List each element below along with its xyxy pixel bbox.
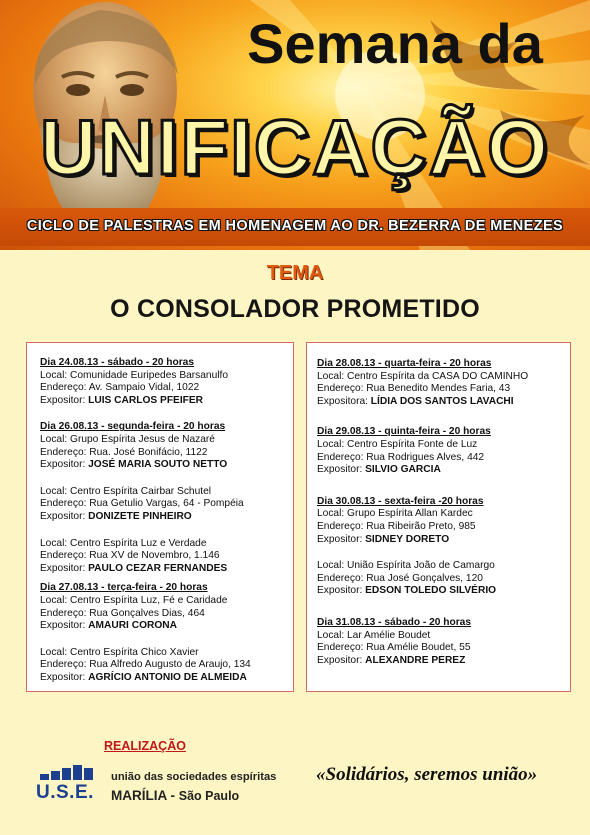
schedule-box-left — [26, 342, 294, 692]
event-title-line1: Semana da — [247, 12, 543, 75]
schedule-entry — [317, 496, 564, 546]
schedule-entry — [40, 357, 287, 407]
theme-label: TEMA — [266, 262, 324, 284]
event-speaker-line — [40, 672, 287, 685]
event-speaker-line — [40, 395, 287, 408]
event-address: Endereço: Rua XV de Novembro, 1.146 — [40, 550, 220, 562]
speaker-name: AMAURI CORONA — [88, 620, 177, 632]
schedule-entry — [40, 582, 287, 632]
speaker-name: SIDNEY DORETO — [365, 533, 450, 545]
speaker-name: LUIS CARLOS PFEIFER — [88, 394, 204, 406]
speaker-label: Expositor: — [317, 654, 366, 666]
event-date: Dia 26.08.13 - segunda-feira - 20 horas — [40, 421, 226, 433]
speaker-label: Expositor: — [40, 620, 89, 632]
event-address: Endereço: Rua Gonçalves Dias, 464 — [40, 607, 205, 619]
speaker-label: Expositor: — [40, 459, 89, 471]
speaker-name: AGRÍCIO ANTONIO DE ALMEIDA — [88, 671, 247, 683]
event-venue: Local: Centro Espírita Chico Xavier — [40, 646, 199, 658]
motto: «Solidários, seremos união» — [316, 764, 538, 785]
organization-name: união das sociedades espíritas — [111, 771, 277, 783]
schedule-box-right — [306, 342, 571, 692]
event-subtitle: CICLO DE PALESTRAS EM HOMENAGEM AO DR. BEZERRA DE MENEZES — [26, 218, 564, 234]
event-title-line2: UNIFICAÇÃO — [40, 103, 550, 191]
organization-location: MARÍLIA - São Paulo — [111, 788, 240, 803]
event-address: Endereço: Rua Ribeirão Preto, 985 — [317, 520, 476, 532]
speaker-label: Expositor: — [317, 585, 366, 597]
event-date: Dia 28.08.13 - quarta-feira - 20 horas — [317, 358, 492, 369]
speaker-label: Expositor: — [40, 394, 89, 406]
schedule-entry — [317, 617, 564, 667]
state-name: São Paulo — [178, 789, 240, 803]
event-date: Dia 30.08.13 - sexta-feira -20 horas — [317, 495, 484, 507]
event-venue: Local: União Espírita João de Camargo — [317, 560, 495, 572]
speaker-name: LÍDIA DOS SANTOS LAVACHI — [370, 395, 514, 407]
event-venue: Local: Centro Espírita da CASA DO CAMINHO — [317, 370, 529, 382]
event-address: Endereço: Rua Getulio Vargas, 64 - Pompéia — [40, 498, 244, 510]
event-venue: Local: Lar Amélie Boudet — [317, 629, 431, 641]
event-speaker-line — [317, 464, 564, 477]
speaker-label: Expositor: — [317, 464, 366, 476]
event-date: Dia 31.08.13 - sábado - 20 horas — [317, 616, 472, 628]
schedule-entry — [40, 486, 287, 524]
event-speaker-line — [317, 396, 564, 409]
use-logo-text: U.S.E. — [36, 782, 94, 803]
realizacao-heading: REALIZAÇÃO — [104, 739, 186, 753]
speaker-label: Expositor: — [40, 671, 89, 683]
event-speaker-line — [40, 459, 287, 472]
event-venue: Local: Grupo Espírita Jesus de Nazaré — [40, 433, 215, 445]
speaker-label: Expositora: — [317, 395, 371, 407]
event-date: Dia 27.08.13 - terça-feira - 20 horas — [40, 582, 208, 594]
event-address: Endereço: Rua. José Bonifácio, 1122 — [40, 446, 208, 458]
event-speaker-line — [40, 563, 287, 576]
event-address: Endereço: Rua Rodrigues Alves, 442 — [317, 451, 485, 463]
event-speaker-line — [40, 511, 287, 524]
event-venue: Local: Centro Espírita Cairbar Schutel — [40, 485, 212, 497]
event-speaker-line — [317, 534, 564, 547]
speaker-name: SILVIO GARCIA — [365, 464, 441, 476]
event-speaker-line — [317, 585, 564, 598]
city-name: MARÍLIA — [111, 788, 167, 803]
speaker-label: Expositor: — [40, 510, 89, 522]
event-venue: Local: Comunidade Euripedes Barsanulfo — [40, 369, 229, 381]
event-venue: Local: Grupo Espírita Allan Kardec — [317, 508, 473, 520]
event-address: Endereço: Rua Amélie Boudet, 55 — [317, 642, 471, 654]
event-venue: Local: Centro Espírita Fonte de Luz — [317, 438, 478, 450]
speaker-label: Expositor: — [317, 533, 366, 545]
schedule-entry — [317, 560, 564, 598]
event-venue: Local: Centro Espírita Luz, Fé e Caridade — [40, 594, 228, 606]
schedule-entry — [40, 538, 287, 576]
speaker-name: JOSÉ MARIA SOUTO NETTO — [88, 459, 228, 471]
schedule-entry — [40, 647, 287, 685]
schedule-entry — [40, 421, 287, 471]
event-date: Dia 29.08.13 - quinta-feira - 20 horas — [317, 426, 491, 438]
event-address: Endereço: Av. Sampaio Vidal, 1022 — [40, 382, 200, 394]
speaker-name: ALEXANDRE PEREZ — [365, 654, 466, 666]
speaker-label: Expositor: — [40, 562, 89, 574]
theme-title: O CONSOLADOR PROMETIDO — [110, 295, 480, 323]
event-date: Dia 24.08.13 - sábado - 20 horas — [40, 357, 195, 368]
speaker-name: PAULO CEZAR FERNANDES — [88, 562, 228, 574]
speaker-name: DONIZETE PINHEIRO — [88, 510, 192, 522]
schedule-entry — [317, 426, 564, 476]
event-speaker-line — [40, 620, 287, 633]
event-address: Endereço: Rua José Gonçalves, 120 — [317, 572, 483, 584]
event-address: Endereço: Rua Benedito Mendes Faria, 43 — [317, 383, 511, 395]
schedule-entry — [317, 358, 564, 408]
event-speaker-line — [317, 655, 564, 668]
event-venue: Local: Centro Espírita Luz e Verdade — [40, 537, 207, 549]
event-address: Endereço: Rua Alfredo Augusto de Araujo, 134 — [40, 659, 251, 671]
speaker-name: EDSON TOLEDO SILVÉRIO — [365, 585, 497, 597]
